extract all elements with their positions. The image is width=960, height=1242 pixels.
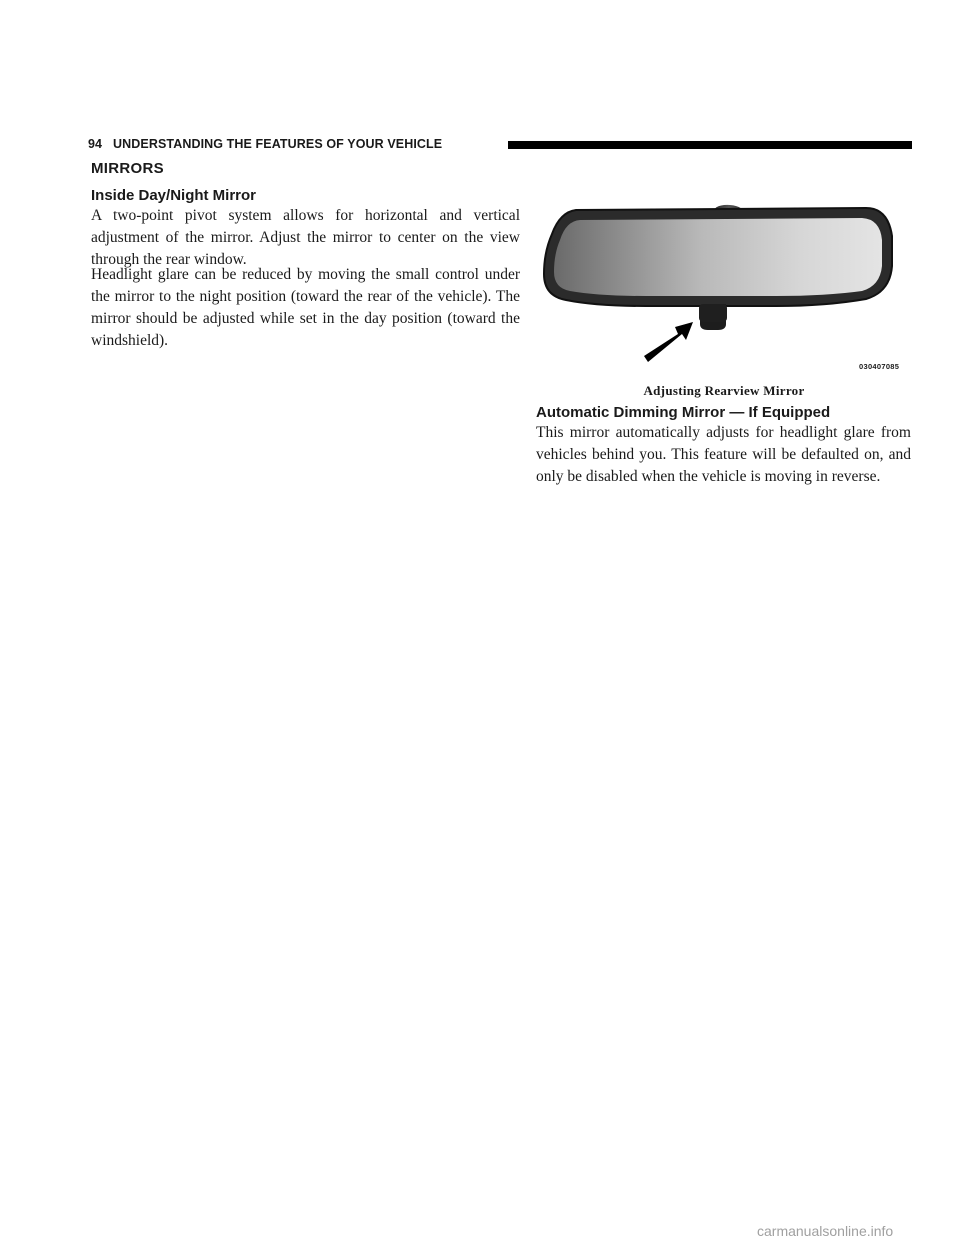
auto-dimming-paragraph: This mirror automatically adjusts for headlight glare from vehicles behind you. This feature will be defaulted on, and only be disabled when the vehicle is moving in reverse. [536, 424, 911, 485]
running-header [88, 137, 913, 153]
watermark: carmanualsonline.info [757, 1223, 894, 1239]
page-number: 94 [88, 137, 103, 151]
rearview-mirror-figure [536, 196, 912, 380]
inside-mirror-paragraph-1: A two-point pivot system allows for horizontal and vertical adjustment of the mirror. Adjust the mirror to center on the view through the rear window. [91, 207, 520, 268]
rearview-mirror-illustration [536, 196, 912, 380]
section-title: MIRRORS [91, 160, 164, 177]
header-rule [508, 141, 912, 149]
figure-code: 030407085 [859, 362, 900, 371]
arrow-icon [644, 322, 693, 362]
auto-dimming-heading: Automatic Dimming Mirror — If Equipped [536, 404, 831, 421]
header-title: UNDERSTANDING THE FEATURES OF YOUR VEHICLE [113, 137, 443, 151]
inside-mirror-paragraph-2: Headlight glare can be reduced by moving the small control under the mirror to the night position (toward the rear of the vehicle). The mirror should be adjusted while set in the day position (toward the windshield). [91, 266, 520, 349]
inside-mirror-heading: Inside Day/Night Mirror [91, 187, 257, 204]
figure-caption: Adjusting Rearview Mirror [643, 383, 805, 398]
